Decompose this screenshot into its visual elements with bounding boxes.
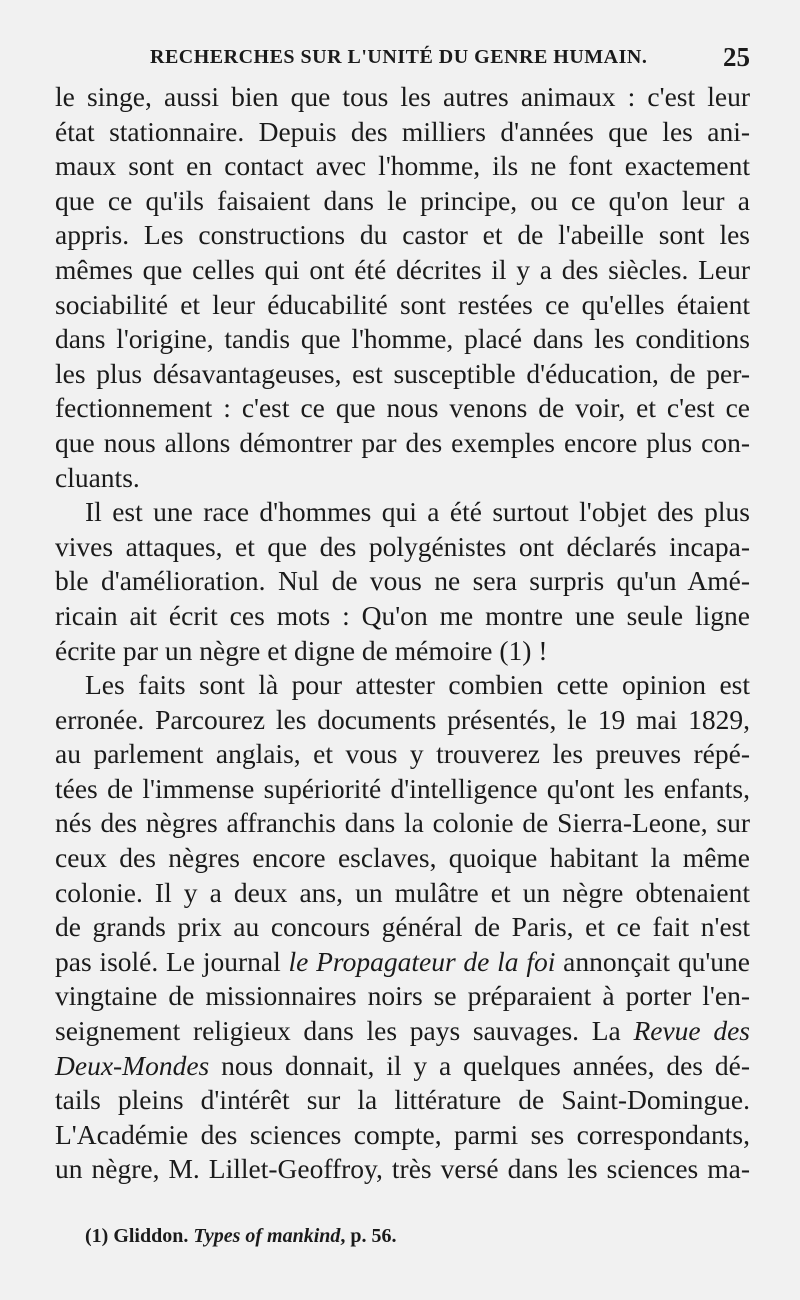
text-line: sociabilité et leur éducabilité sont restées ce qu'elles étaient	[55, 288, 750, 320]
text-line: appris. Les constructions du castor et de l'abeille sont les	[55, 219, 750, 251]
text-line: un nègre, M. Lillet-Geoffroy, très versé dans les sciences ma-	[55, 1153, 750, 1185]
text-run: nous donnait, il y a quelques années, des dé-	[209, 1049, 750, 1081]
journal-title: Revue des	[633, 1015, 751, 1047]
text-line	[55, 1049, 750, 1084]
footnote	[85, 1225, 397, 1248]
text-line: dans l'origine, tandis que l'homme, placé dans les conditions	[55, 323, 750, 355]
text-line: que nous allons démontrer par des exemples encore plus con-	[55, 426, 750, 458]
text-line: vingtaine de missionnaires noirs se préparaient à porter l'en-	[55, 980, 750, 1012]
text-line: L'Académie des sciences compte, parmi ses correspondants,	[55, 1118, 750, 1150]
journal-title: Deux-Mondes	[55, 1049, 210, 1081]
text-line	[55, 945, 750, 980]
paragraph-3	[55, 668, 750, 1187]
footnote-marker: (1) Gliddon.	[85, 1225, 189, 1247]
text-line: mêmes que celles qui ont été décrites il y a des siècles. Leur	[55, 253, 750, 285]
text-run: pas isolé. Le journal	[55, 945, 289, 977]
text-run: annonçait qu'une	[555, 945, 750, 977]
text-line: cluants.	[55, 461, 140, 493]
paragraph-2	[55, 495, 750, 668]
text-line: colonie. Il y a deux ans, un mulâtre et un nègre obtenaient	[55, 876, 750, 908]
text-line: tées de l'immense supériorité d'intelligence qu'ont les enfants,	[55, 772, 750, 804]
text-line: Il est une race d'hommes qui a été surtout l'objet des plus	[85, 496, 750, 528]
text-line: ceux des nègres encore esclaves, quoique habitant la même	[55, 842, 750, 874]
text-line: le singe, aussi bien que tous les autres animaux : c'est leur	[55, 81, 750, 112]
text-line: Les faits sont là pour attester combien cette opinion est	[85, 669, 750, 701]
text-line: ricain ait écrit ces mots : Qu'on me montre une seule ligne	[55, 599, 750, 631]
page-header	[60, 42, 750, 72]
footnote-title: Types of mankind	[193, 1225, 341, 1247]
journal-title: le Propagateur de la foi	[288, 945, 556, 977]
text-line: erronée. Parcourez les documents présentés, le 19 mai 1829,	[55, 703, 750, 735]
text-run: seignement religieux dans les pays sauvages. La	[55, 1015, 634, 1047]
text-line: état stationnaire. Depuis des milliers d'années que les ani-	[55, 115, 750, 147]
text-line: écrite par un nègre et digne de mémoire (1) !	[55, 634, 548, 666]
footnote-page: , p. 56.	[340, 1225, 397, 1247]
text-line	[55, 1014, 750, 1049]
running-head: RECHERCHES SUR L'UNITÉ DU GENRE HUMAIN.	[150, 46, 648, 68]
text-line: de grands prix au concours général de Paris, et ce fait n'est	[55, 911, 750, 943]
text-line: vives attaques, et que des polygénistes ont déclarés incapa-	[55, 530, 750, 562]
text-line: ble d'amélioration. Nul de vous ne sera surpris qu'un Amé-	[55, 565, 750, 597]
text-line: au parlement anglais, et vous y trouverez les preuves répé-	[55, 738, 750, 770]
page-number: 25	[723, 42, 750, 72]
text-line: nés des nègres affranchis dans la colonie de Sierra-Leone, sur	[55, 807, 750, 839]
text-line: les plus désavantageuses, est susceptible d'éducation, de per-	[55, 357, 750, 389]
main-text	[55, 80, 750, 1187]
text-line: que ce qu'ils faisaient dans le principe, ou ce qu'on leur a	[55, 184, 750, 216]
paragraph-1	[55, 80, 750, 495]
text-line: fectionnement : c'est ce que nous venons de voir, et c'est ce	[55, 392, 750, 424]
text-line: tails pleins d'intérêt sur la littérature de Saint-Domingue.	[55, 1084, 750, 1116]
text-line: maux sont en contact avec l'homme, ils ne font exactement	[55, 150, 750, 182]
